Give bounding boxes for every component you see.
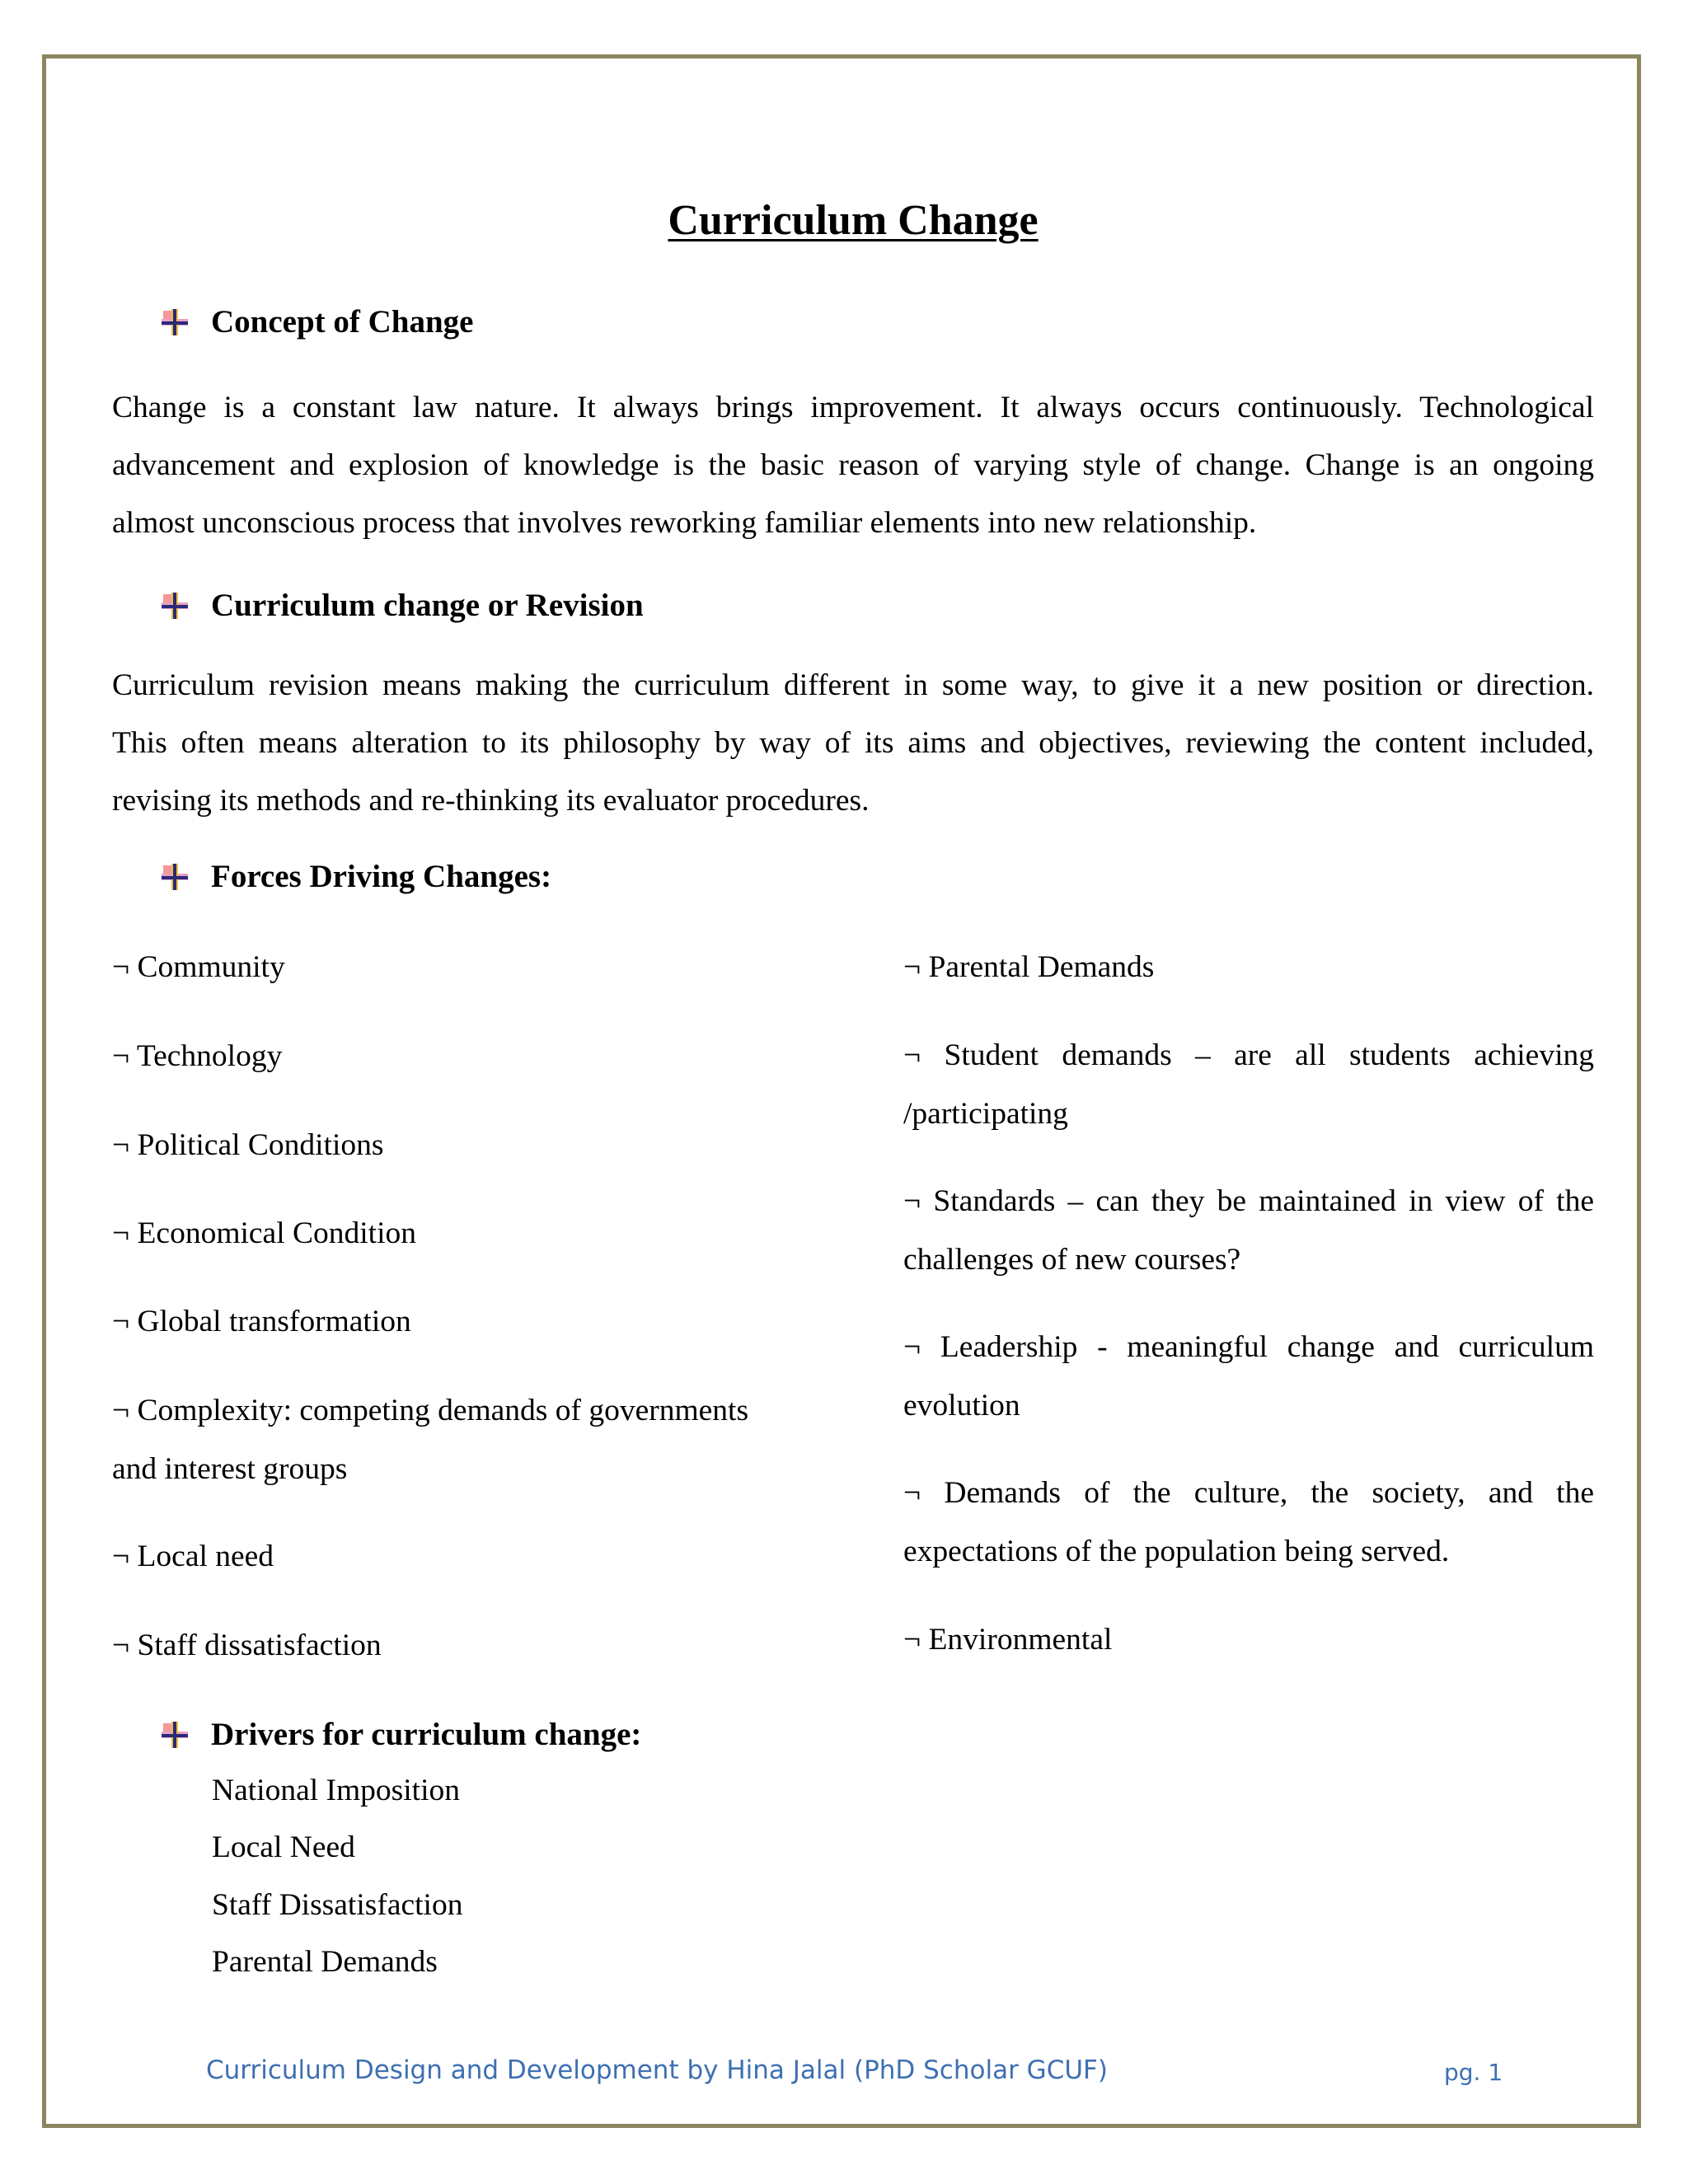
force-item <box>903 938 1594 996</box>
concept-paragraph <box>112 379 1594 552</box>
force-item-line: evolution <box>903 1389 1020 1422</box>
force-item <box>903 1172 1594 1289</box>
revision-paragraph <box>112 657 1594 830</box>
force-item-line: ¬ Complexity: competing demands of governments <box>112 1394 749 1427</box>
cross-bullet-icon <box>160 591 190 621</box>
force-item-text: ¬ Political Conditions <box>112 1128 384 1162</box>
heading-text: Concept of Change <box>211 304 474 340</box>
force-item-text: ¬ Technology <box>112 1039 283 1073</box>
force-item <box>112 1527 274 1586</box>
force-item <box>112 1616 382 1675</box>
paragraph-line: almost unconscious process that involves reworking familiar elements into new relationship. <box>112 506 1257 540</box>
force-item-line: ¬ Student demands – are all students achieving <box>903 1038 1594 1072</box>
force-item-line: ¬ Demands of the culture, the society, and the <box>903 1476 1594 1510</box>
heading-forces-driving-changes <box>160 858 551 895</box>
driver-item: Staff Dissatisfaction <box>212 1888 463 1922</box>
force-item-text: ¬ Global transformation <box>112 1305 411 1338</box>
force-item <box>903 1464 1594 1581</box>
force-item <box>903 1026 1594 1143</box>
footer-title: Curriculum Design and Development by Hina Jalal (PhD Scholar GCUF) <box>206 2055 1108 2085</box>
force-item <box>112 1381 748 1498</box>
force-item <box>112 1027 282 1085</box>
paragraph-line: Curriculum revision means making the curriculum different in some way, to give it a new position or direction. <box>112 668 1594 702</box>
force-item <box>903 1318 1594 1435</box>
cross-bullet-icon <box>160 307 190 337</box>
heading-text: Drivers for curriculum change: <box>211 1717 642 1752</box>
force-item <box>112 1116 384 1174</box>
force-item-text: ¬ Local need <box>112 1540 274 1573</box>
force-item-line: ¬ Leadership - meaningful change and curriculum <box>903 1330 1594 1364</box>
page-title: Curriculum Change <box>668 197 1039 244</box>
force-item <box>112 938 285 996</box>
heading-text: Curriculum change or Revision <box>211 588 644 623</box>
cross-bullet-icon <box>160 1720 190 1750</box>
driver-item: Local Need <box>212 1830 355 1864</box>
force-item-text: ¬ Community <box>112 950 285 984</box>
paragraph-line: Change is a constant law nature. It always brings improvement. It always occurs continuously. Technological <box>112 391 1594 424</box>
force-item-line: /participating <box>903 1097 1068 1131</box>
force-item-line: expectations of the population being served. <box>903 1535 1450 1568</box>
cross-bullet-icon <box>160 862 190 892</box>
driver-item: Parental Demands <box>212 1945 438 1979</box>
driver-item: National Imposition <box>212 1774 461 1807</box>
force-item-line: ¬ Standards – can they be maintained in view of the <box>903 1184 1594 1218</box>
force-item <box>112 1204 416 1263</box>
heading-text: Forces Driving Changes: <box>211 859 552 894</box>
heading-concept-of-change <box>160 303 474 340</box>
force-item-line: and interest groups <box>112 1452 348 1486</box>
paragraph-line: This often means alteration to its philosophy by way of its aims and objectives, reviewing the content included, <box>112 726 1594 760</box>
page-number: pg. 1 <box>1444 2059 1503 2086</box>
force-item-text: ¬ Economical Condition <box>112 1216 417 1250</box>
force-item-text: ¬ Staff dissatisfaction <box>112 1629 382 1662</box>
paragraph-line: revising its methods and re-thinking its evaluator procedures. <box>112 784 870 818</box>
force-item <box>903 1610 1594 1669</box>
force-item-line: ¬ Parental Demands <box>903 950 1155 984</box>
force-item <box>112 1292 411 1351</box>
force-item-line: ¬ Environmental <box>903 1623 1113 1657</box>
heading-drivers-for-change <box>160 1716 641 1753</box>
force-item-line: challenges of new courses? <box>903 1243 1241 1277</box>
heading-curriculum-revision <box>160 587 644 624</box>
paragraph-line: advancement and explosion of knowledge is the basic reason of varying style of change. Change is an ongoing <box>112 448 1594 482</box>
